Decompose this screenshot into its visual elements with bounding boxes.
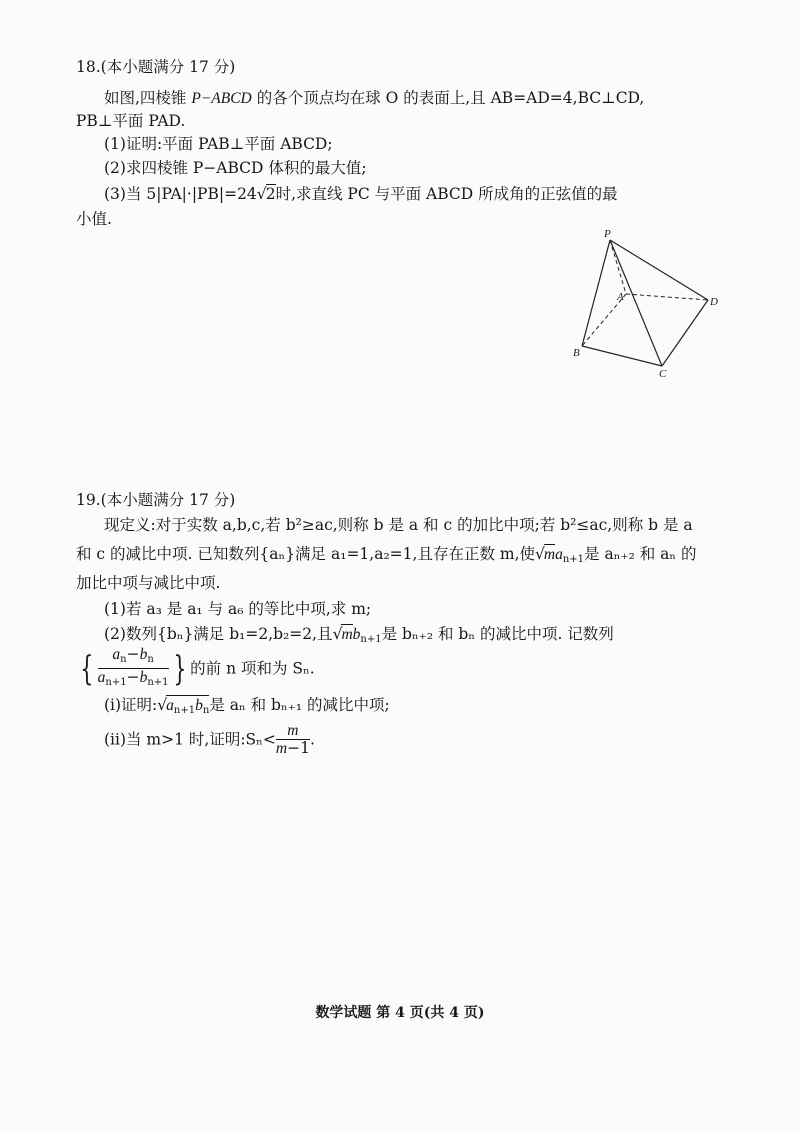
q18-part3: (3)当 5|PA|·|PB|=24√2时,求直线 PC 与平面 ABCD 所成角的正弦值的最 [104, 185, 618, 203]
q18-part2: (2)求四棱锥 P−ABCD 体积的最大值; [104, 159, 367, 177]
q19-def1: 现定义:对于实数 a,b,c,若 b²≥ac,则称 b 是 a 和 c 的加比中项;若 b²≤ac,则称 b 是 a [104, 516, 693, 534]
edge-PD [610, 240, 708, 300]
label-D: D [710, 296, 718, 308]
label-A: A [617, 291, 624, 303]
pyramid-figure [570, 228, 730, 378]
edge-AD [626, 294, 708, 300]
q18-line2: PB⊥平面 PAD. [76, 112, 186, 130]
sequence-fraction: $\frac{a_n-b_n}{a_{n+1}-b_{n+1}}$ [97, 645, 169, 688]
q19-header: 19.(本小题满分 17 分) [76, 491, 236, 509]
edge-PC [610, 240, 662, 366]
q19-part2: (2)数列{bₙ}满足 b₁=2,b₂=2,且$√mb_{n+1}$是 bₙ₊₂ 和 bₙ 的减比中项. 记数列 [104, 625, 614, 645]
q18-part1: (1)证明:平面 PAB⊥平面 ABCD; [104, 135, 333, 153]
edge-CD [662, 300, 708, 366]
q19-part1: (1)若 a₃ 是 a₁ 与 a₆ 的等比中项,求 m; [104, 600, 372, 618]
label-B: B [573, 347, 580, 359]
bound-fraction: $\frac{m}{m-1}$ [275, 722, 310, 757]
q19-def2: 和 c 的减比中项. 已知数列{aₙ}满足 a₁=1,a₂=1,且存在正数 m,使$√ma_{n+1}$是 aₙ₊₂ 和 aₙ 的 [76, 545, 697, 565]
q19-def3: 加比中项与减比中项. [76, 574, 221, 592]
q19-part-ii: (ⅱ)当 m>1 时,证明:Sₙ< $\frac{m}{m-1}$ . [104, 722, 315, 757]
q18-line1: 如图,四棱锥 P−ABCD 的各个顶点均在球 O 的表面上,且 AB=AD=4,BC⊥CD, [104, 89, 645, 107]
q19-part-i: (ⅰ)证明$:√a_{n+1}b_n$是 aₙ 和 bₙ₊₁ 的减比中项; [104, 696, 390, 716]
label-C: C [659, 368, 667, 378]
edge-PB [582, 240, 610, 346]
label-P: P [604, 228, 611, 240]
page-footer: 数学试题 第 4 页(共 4 页) [315, 1005, 485, 1021]
q19-part2-seq: { $\frac{a_n-b_n}{a_{n+1}-b_{n+1}}$ } 的前 n 项和为 Sₙ. [76, 646, 315, 691]
edge-BC [582, 346, 662, 366]
q18-part3-cont: 小值. [76, 210, 112, 228]
q18-header: 18.(本小题满分 17 分) [76, 58, 236, 76]
